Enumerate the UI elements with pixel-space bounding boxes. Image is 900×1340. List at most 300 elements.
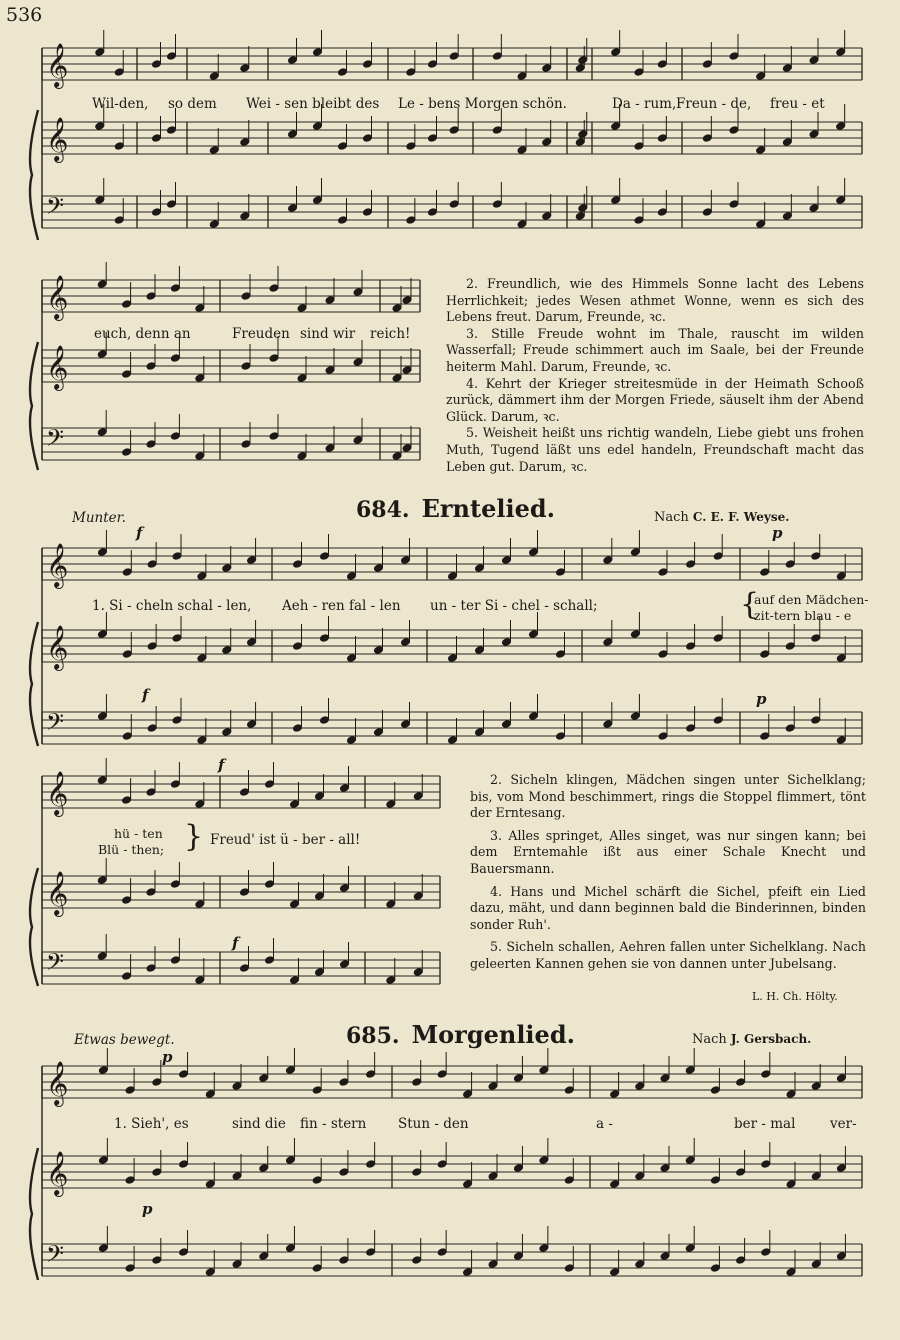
bass-clef: 𝄢 [46, 424, 65, 457]
note-head [347, 736, 357, 745]
treble-clef: 𝄞 [46, 117, 69, 161]
lyric-684-1a: 1. Si - cheln schal - len, [92, 598, 252, 614]
note-head [285, 1156, 295, 1165]
note-head [729, 52, 739, 61]
note-head [195, 304, 205, 313]
song-title-684 [356, 494, 555, 523]
note-head [702, 134, 712, 143]
poet-684: L. H. Ch. Hölty. [752, 990, 838, 1003]
note-head [437, 1248, 447, 1257]
note-head [269, 354, 279, 363]
verse-684-5: 5. Sicheln schallen, Aehren fallen unter Sichelklang. Nach geleerten Kannen gehen sie von dannen unter Jubelsang. [470, 939, 866, 971]
note-head [657, 208, 667, 217]
lyric-brace-684: { [740, 587, 760, 622]
note-head [122, 896, 132, 905]
lyric-683-1e: Da - rum, [612, 96, 677, 112]
note-head [729, 126, 739, 135]
bass-clef: 𝄢 [46, 948, 65, 981]
note-head [517, 146, 527, 155]
note-head [760, 568, 770, 577]
note-head [122, 568, 132, 577]
note-head [97, 280, 107, 289]
note-head [786, 1180, 796, 1189]
note-head [209, 146, 219, 155]
verses-684 [470, 772, 866, 973]
note-head [428, 208, 438, 217]
note-head [347, 572, 357, 581]
note-head [290, 976, 300, 985]
note-head [297, 452, 307, 461]
note-head [179, 1160, 189, 1169]
note-head [195, 374, 205, 383]
note-head [312, 1264, 322, 1273]
note-head [449, 52, 459, 61]
note-head [836, 48, 846, 57]
note-head [97, 712, 107, 721]
note-head [736, 1078, 746, 1087]
composer-685 [692, 1032, 811, 1047]
note-head [392, 304, 402, 313]
lyric-684-2c: Freud' ist ü - ber - all! [210, 832, 361, 848]
note-head [297, 374, 307, 383]
note-head [412, 1168, 422, 1177]
note-head [315, 968, 325, 977]
note-head [710, 1176, 720, 1185]
note-head [578, 204, 588, 213]
note-head [146, 788, 156, 797]
note-head [97, 776, 107, 785]
note-head [513, 1074, 523, 1083]
note-head [320, 552, 330, 561]
note-head [170, 284, 180, 293]
note-head [603, 720, 613, 729]
composer-684 [654, 510, 789, 525]
note-head [402, 444, 412, 453]
note-head [325, 444, 335, 453]
note-head [686, 724, 696, 733]
note-head [366, 1160, 376, 1169]
note-head [240, 138, 250, 147]
note-head [241, 440, 251, 449]
note-head [125, 1086, 135, 1095]
note-head [401, 638, 411, 647]
note-head [402, 366, 412, 375]
note-head [492, 200, 502, 209]
note-head [761, 1070, 771, 1079]
note-head [658, 650, 668, 659]
note-head [297, 304, 307, 313]
note-head [374, 564, 384, 573]
note-head [736, 1256, 746, 1265]
note-head [241, 362, 251, 371]
bass-clef: 𝄢 [46, 192, 65, 225]
note-head [170, 432, 180, 441]
note-head [785, 724, 795, 733]
note-head [657, 60, 667, 69]
note-head [836, 654, 846, 663]
dynamic-684-6: f [232, 934, 239, 952]
note-head [811, 634, 821, 643]
note-head [313, 122, 323, 131]
treble-clef: 𝄞 [46, 771, 69, 815]
note-head [293, 724, 303, 733]
note-head [338, 68, 348, 77]
note-head [114, 68, 124, 77]
note-head [340, 884, 350, 893]
note-head [630, 712, 640, 721]
note-head [729, 200, 739, 209]
note-head [247, 638, 257, 647]
note-head [578, 130, 588, 139]
note-head [660, 1074, 670, 1083]
note-head [172, 552, 182, 561]
note-head [374, 728, 384, 737]
note-head [564, 1176, 574, 1185]
note-head [293, 560, 303, 569]
piano-brace [30, 622, 38, 746]
note-head [312, 1176, 322, 1185]
note-head [259, 1164, 269, 1173]
note-head [437, 1160, 447, 1169]
lyric-brace-684b: } [184, 819, 204, 854]
note-head [502, 638, 512, 647]
note-head [685, 1066, 695, 1075]
note-head [634, 68, 644, 77]
tempo-684: Munter. [72, 510, 126, 526]
note-head [222, 728, 232, 737]
note-head [736, 1168, 746, 1177]
note-head [428, 60, 438, 69]
note-head [293, 642, 303, 651]
lyric-685-1f: ber - mal [734, 1116, 796, 1132]
note-head [170, 354, 180, 363]
note-head [603, 556, 613, 565]
note-head [575, 138, 585, 147]
note-head [97, 630, 107, 639]
note-head [232, 1172, 242, 1181]
composer-name-684: C. E. F. Weyse. [692, 510, 790, 524]
note-head [539, 1156, 549, 1165]
note-head [205, 1268, 215, 1277]
note-head [782, 64, 792, 73]
note-head [836, 1164, 846, 1173]
note-head [241, 292, 251, 301]
note-head [347, 654, 357, 663]
note-head [539, 1244, 549, 1253]
note-head [539, 1066, 549, 1075]
note-head [517, 220, 527, 229]
note-head [448, 572, 458, 581]
note-head [686, 560, 696, 569]
note-head [340, 960, 350, 969]
note-head [315, 792, 325, 801]
verse-683-3: 3. Stille Freude wohnt im Thale, rauscht im wilden Wasserfall; Freude schimmert auch im Saale, bei der Freunde heiterm Mahl. Darum, Freunde, ꝛc. [446, 325, 864, 374]
lyric-685-1e: a - [596, 1116, 613, 1132]
note-head [288, 56, 298, 65]
song-number-685: 685. [346, 1023, 400, 1049]
dynamic-684-3: f [142, 686, 149, 704]
note-head [366, 1070, 376, 1079]
note-head [285, 1244, 295, 1253]
lyric-683-2d: reich! [370, 326, 411, 342]
note-head [97, 876, 107, 885]
note-head [513, 1164, 523, 1173]
note-head [811, 552, 821, 561]
note-head [179, 1070, 189, 1079]
note-head [413, 792, 423, 801]
note-head [167, 126, 177, 135]
note-head [635, 1082, 645, 1091]
note-head [809, 204, 819, 213]
note-head [269, 432, 279, 441]
note-head [611, 122, 621, 131]
note-head [488, 1082, 498, 1091]
lyric-683-1g: freu - et [770, 96, 825, 112]
note-head [167, 52, 177, 61]
note-head [339, 1256, 349, 1265]
note-head [448, 736, 458, 745]
note-head [146, 362, 156, 371]
note-head [449, 126, 459, 135]
note-head [836, 196, 846, 205]
note-head [363, 134, 373, 143]
note-head [475, 564, 485, 573]
note-head [265, 780, 275, 789]
note-head [542, 138, 552, 147]
note-head [97, 350, 107, 359]
dynamic-685-2: p [142, 1200, 153, 1218]
note-head [147, 560, 157, 569]
note-head [463, 1180, 473, 1189]
note-head [760, 732, 770, 741]
note-head [147, 724, 157, 733]
note-head [401, 720, 411, 729]
note-head [686, 642, 696, 651]
song-number-684: 684. [356, 497, 410, 523]
note-head [325, 366, 335, 375]
composer-prefix-685: Nach [692, 1032, 727, 1047]
treble-clef: 𝄞 [46, 543, 69, 587]
note-head [152, 60, 162, 69]
note-head [603, 638, 613, 647]
note-head [556, 650, 566, 659]
note-head [152, 1168, 162, 1177]
note-head [290, 900, 300, 909]
note-head [575, 212, 585, 221]
note-head [313, 196, 323, 205]
lyric-684-alt2: zit-tern blau - e [754, 608, 852, 623]
note-head [610, 1090, 620, 1099]
note-head [492, 52, 502, 61]
note-head [313, 48, 323, 57]
note-head [610, 1268, 620, 1277]
note-head [125, 1176, 135, 1185]
note-head [339, 1078, 349, 1087]
note-head [660, 1252, 670, 1261]
note-head [195, 976, 205, 985]
note-head [756, 220, 766, 229]
note-head [122, 300, 132, 309]
note-head [702, 60, 712, 69]
note-head [811, 716, 821, 725]
note-head [529, 712, 539, 721]
verse-684-3: 3. Alles springet, Alles singet, was nur singen kann; bei dem Erntemahle ißt aus einer Schale Knecht und Bauersmann. [470, 827, 866, 876]
note-head [247, 720, 257, 729]
note-head [785, 560, 795, 569]
note-head [122, 370, 132, 379]
lyric-684-1c: un - ter Si - chel - schall; [430, 598, 598, 614]
note-head [122, 732, 132, 741]
note-head [634, 216, 644, 225]
bass-clef: 𝄢 [46, 1240, 65, 1273]
note-head [713, 716, 723, 725]
note-head [836, 1252, 846, 1261]
note-head [413, 968, 423, 977]
note-head [338, 142, 348, 151]
note-head [542, 212, 552, 221]
note-head [611, 48, 621, 57]
piano-brace [30, 1148, 38, 1280]
note-head [761, 1248, 771, 1257]
note-head [713, 552, 723, 561]
lyric-684-1b: Aeh - ren fal - len [282, 598, 401, 614]
note-head [363, 60, 373, 69]
note-head [152, 1256, 162, 1265]
dynamic-685-1: p [162, 1048, 173, 1066]
note-head [406, 216, 416, 225]
note-head [657, 134, 667, 143]
note-head [98, 1066, 108, 1075]
treble-clef: 𝄞 [46, 275, 69, 319]
lyric-683-1a: Wil-den, [92, 96, 149, 112]
note-head [195, 452, 205, 461]
note-head [338, 216, 348, 225]
verse-684-4: 4. Hans und Michel schärft die Sichel, pfeift ein Lied dazu, mäht, und dann beginnen bald die Binderinnen, binden sonder Ruh'. [470, 883, 866, 932]
note-head [247, 556, 257, 565]
note-head [232, 1260, 242, 1269]
lyric-683-2c: sind wir [300, 326, 356, 342]
piano-brace [30, 342, 38, 470]
note-head [172, 634, 182, 643]
note-head [363, 208, 373, 217]
piano-brace [30, 868, 38, 986]
note-head [122, 448, 132, 457]
note-head [122, 796, 132, 805]
note-head [836, 122, 846, 131]
note-head [556, 732, 566, 741]
note-head [353, 288, 363, 297]
note-head [402, 296, 412, 305]
treble-clef: 𝄞 [46, 871, 69, 915]
note-head [836, 736, 846, 745]
note-head [197, 654, 207, 663]
note-head [492, 126, 502, 135]
note-head [353, 358, 363, 367]
note-head [179, 1248, 189, 1257]
note-head [401, 556, 411, 565]
note-head [97, 428, 107, 437]
note-head [320, 634, 330, 643]
note-head [437, 1070, 447, 1079]
note-head [634, 142, 644, 151]
bass-clef: 𝄢 [46, 708, 65, 741]
note-head [265, 880, 275, 889]
note-head [152, 134, 162, 143]
note-head [809, 130, 819, 139]
lyric-685-1d: Stun - den [398, 1116, 469, 1132]
note-head [290, 800, 300, 809]
note-head [205, 1090, 215, 1099]
note-head [325, 296, 335, 305]
note-head [635, 1260, 645, 1269]
song-title-685 [346, 1020, 575, 1049]
note-head [760, 650, 770, 659]
note-head [658, 732, 668, 741]
note-head [475, 728, 485, 737]
note-head [170, 780, 180, 789]
note-head [685, 1156, 695, 1165]
lyric-683-2a: euch, denn an [94, 326, 191, 342]
note-head [710, 1264, 720, 1273]
note-head [146, 888, 156, 897]
song-name-684: Erntelied. [421, 494, 555, 523]
note-head [611, 196, 621, 205]
note-head [222, 564, 232, 573]
note-head [240, 964, 250, 973]
note-head [564, 1264, 574, 1273]
lyric-685-1g: ver- [830, 1116, 857, 1132]
note-head [98, 1156, 108, 1165]
treble-clef: 𝄞 [46, 1151, 69, 1195]
note-head [756, 146, 766, 155]
note-head [288, 204, 298, 213]
note-head [240, 788, 250, 797]
note-head [710, 1086, 720, 1095]
verses-683 [446, 276, 864, 475]
note-head [146, 292, 156, 301]
note-head [259, 1074, 269, 1083]
note-head [340, 784, 350, 793]
note-head [564, 1086, 574, 1095]
note-head [836, 572, 846, 581]
note-head [809, 56, 819, 65]
note-head [98, 1244, 108, 1253]
composer-name-685: J. Gersbach. [730, 1032, 812, 1046]
dynamic-684-1: f [136, 524, 143, 542]
note-head [713, 634, 723, 643]
note-head [114, 216, 124, 225]
composer-prefix-684: Nach [654, 510, 689, 525]
note-head [222, 646, 232, 655]
note-head [578, 56, 588, 65]
note-head [836, 1074, 846, 1083]
note-head [97, 548, 107, 557]
note-head [197, 572, 207, 581]
note-head [786, 1268, 796, 1277]
note-head [209, 220, 219, 229]
note-head [97, 952, 107, 961]
note-head [610, 1180, 620, 1189]
lyric-683-1d: Le - bens Morgen schön. [398, 96, 567, 112]
lyric-685-1c: fin - stern [300, 1116, 367, 1132]
lyric-684-alt1: auf den Mädchen- [754, 592, 869, 607]
note-head [152, 1078, 162, 1087]
note-head [386, 800, 396, 809]
note-head [288, 130, 298, 139]
verse-683-4: 4. Kehrt der Krieger streitesmüde in der Heimath Schooß zurück, dämmert ihm der Morgen Friede, säuselt ihm der Abend Glück. Darum, ꝛc. [446, 375, 864, 424]
note-head [412, 1078, 422, 1087]
note-head [658, 568, 668, 577]
